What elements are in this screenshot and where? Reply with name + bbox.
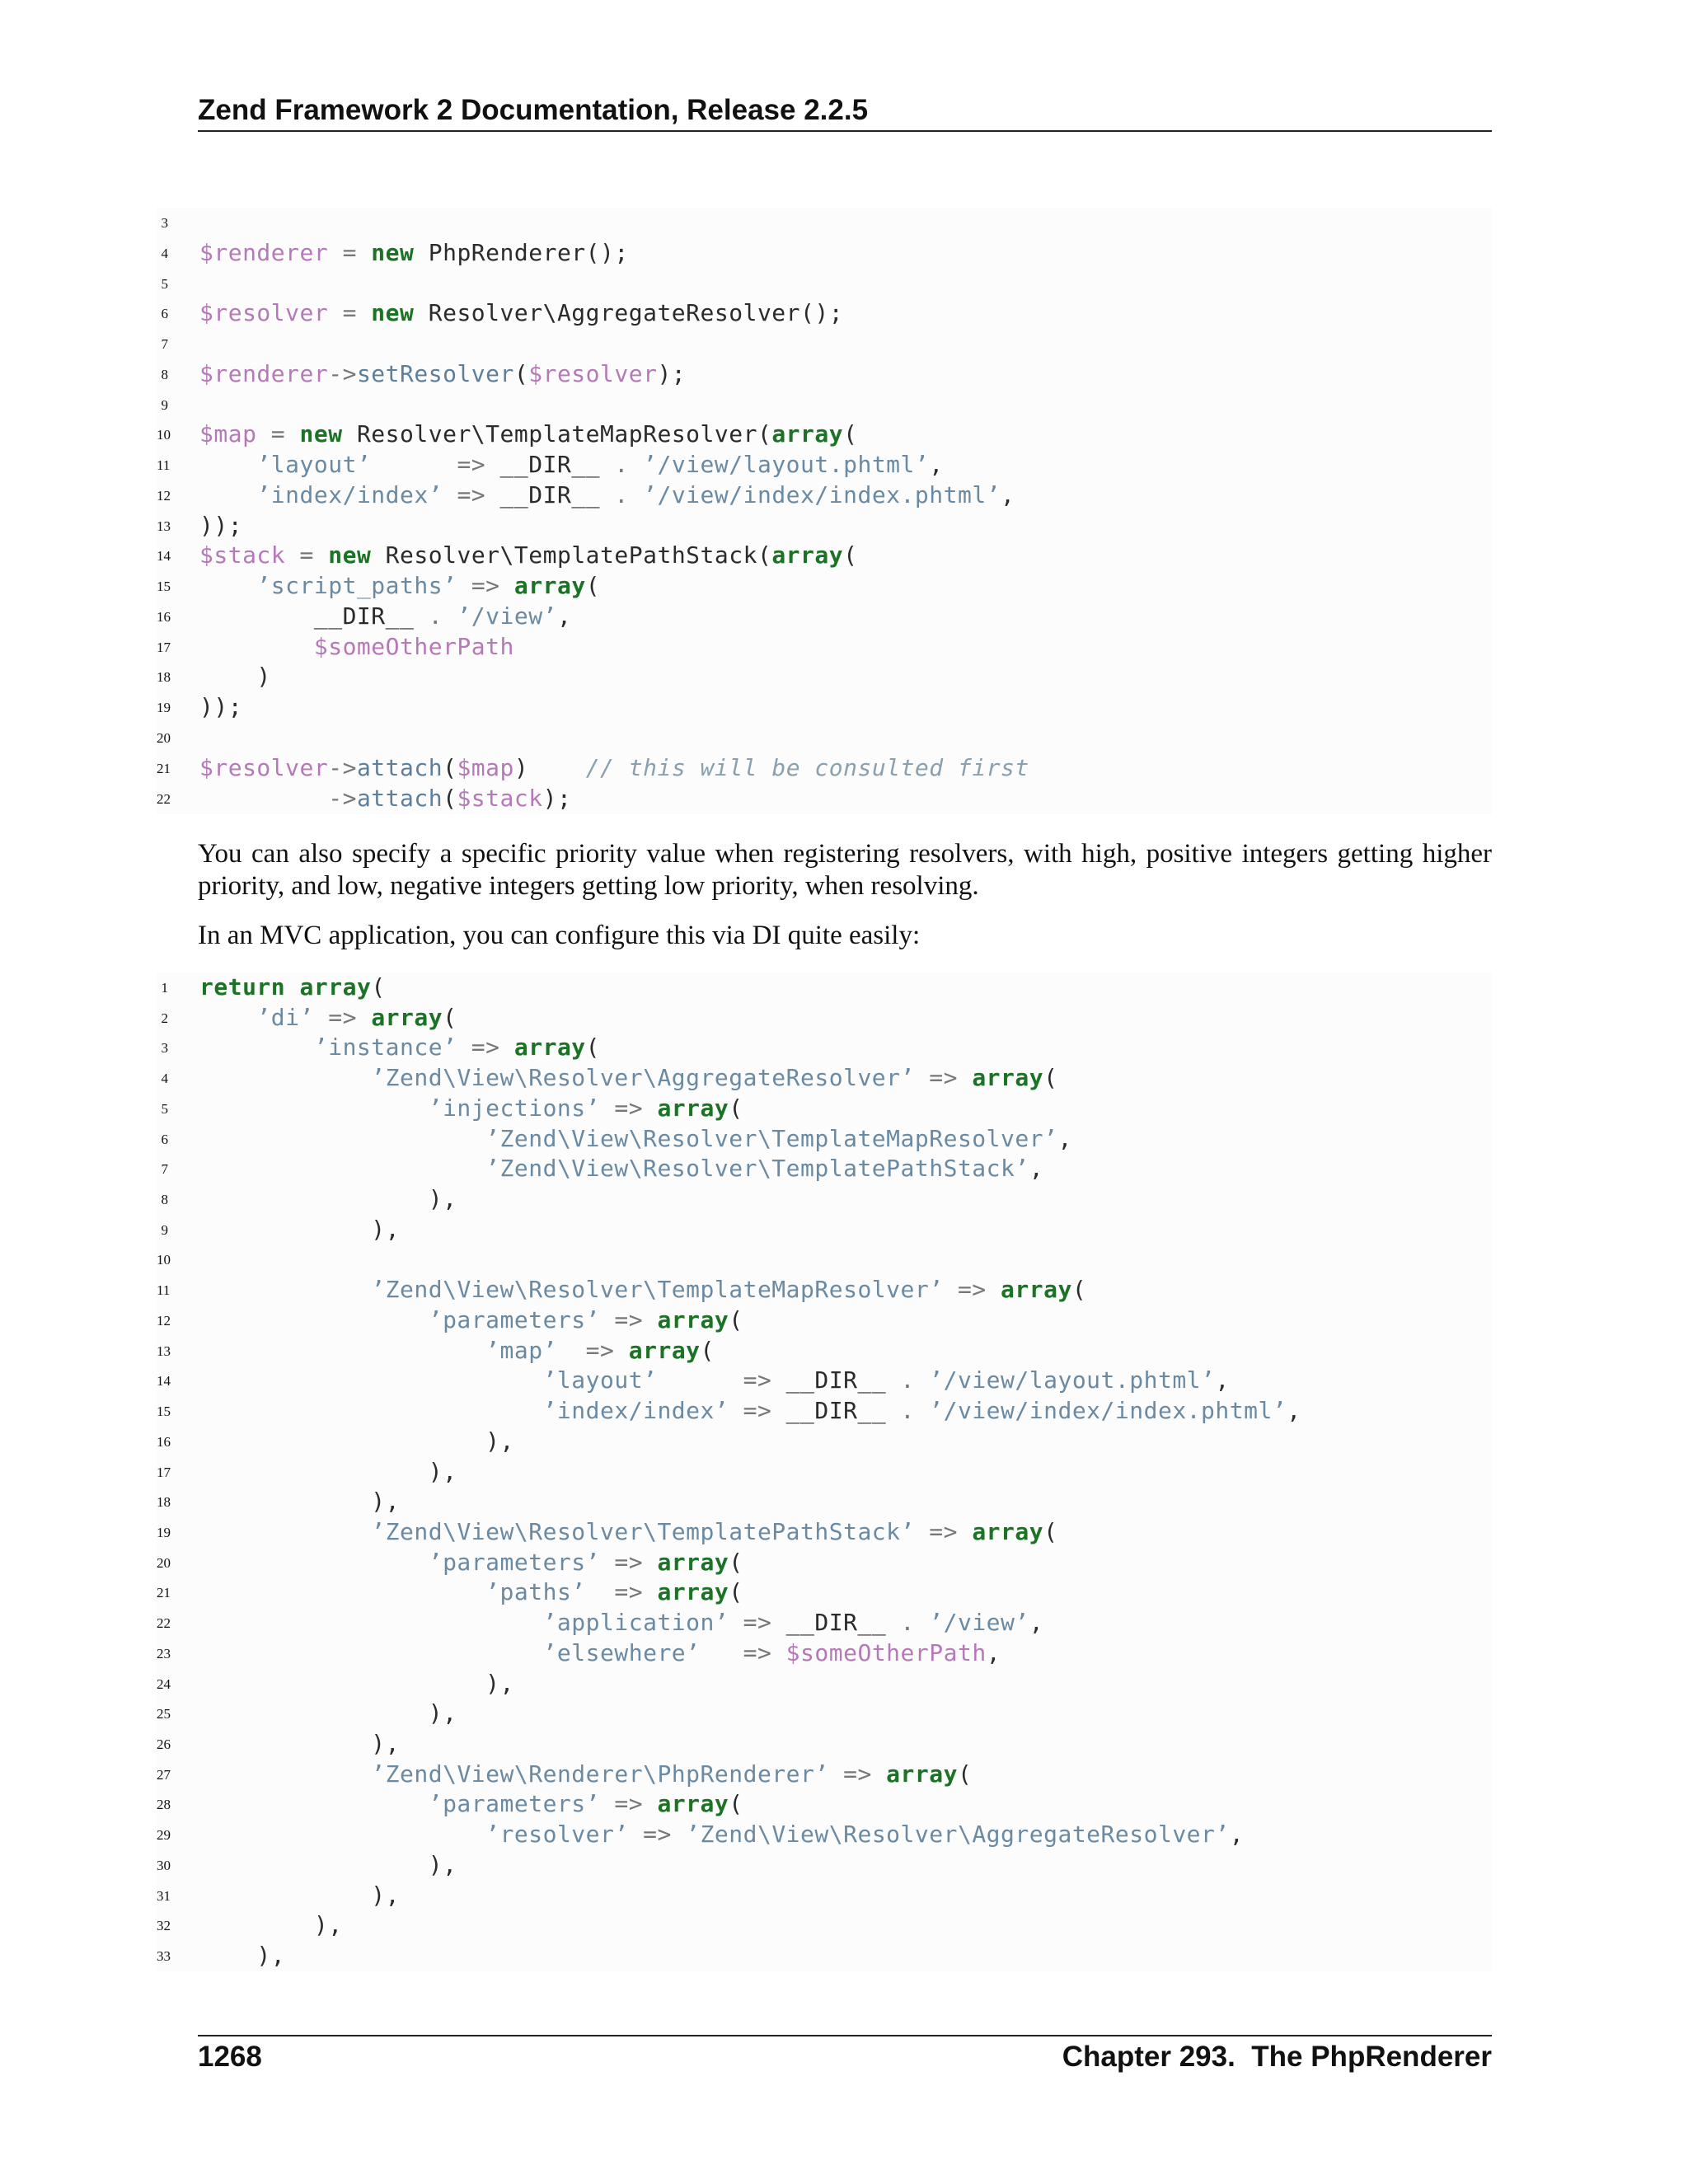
line-number: 17 [157, 1464, 171, 1480]
code-line [157, 1577, 1492, 1608]
code-line [157, 1699, 1492, 1729]
code-line [157, 1608, 1492, 1638]
code-text: )); [199, 511, 243, 539]
line-number: 16 [157, 608, 171, 625]
code-text: ), [199, 1942, 286, 1969]
code-line [157, 208, 1492, 238]
code-line [157, 1457, 1492, 1488]
code-line [157, 238, 1492, 269]
code-line [157, 419, 1492, 450]
line-number: 6 [161, 306, 168, 322]
line-number: 17 [157, 639, 171, 655]
code-text: ), [199, 1427, 514, 1455]
line-number: 25 [157, 1706, 171, 1722]
line-number: 4 [161, 1071, 168, 1087]
code-text: $resolver = new Resolver\AggregateResolver(); [199, 299, 844, 327]
code-line [157, 1094, 1492, 1124]
code-text: ), [199, 1185, 457, 1213]
line-number: 7 [161, 1161, 168, 1178]
code-text: ’layout’ => __DIR__ . ’/view/layout.phtml’, [256, 451, 944, 479]
code-line [157, 269, 1492, 299]
line-number: 29 [157, 1827, 171, 1844]
line-number: 31 [157, 1887, 171, 1904]
code-line [157, 1548, 1492, 1578]
line-number: 13 [157, 1343, 171, 1359]
line-number: 13 [157, 518, 171, 534]
code-text: ’paths’ => array( [485, 1578, 743, 1606]
code-line [157, 1941, 1492, 1971]
page-header-title: Zend Framework 2 Documentation, Release 2.2.5 [198, 94, 869, 126]
code-text: ), [199, 1669, 514, 1697]
line-number: 1 [161, 980, 168, 996]
line-number: 32 [157, 1918, 171, 1934]
code-text: return array( [199, 973, 386, 1001]
line-number: 11 [157, 1282, 171, 1299]
line-number: 14 [157, 548, 171, 565]
code-text: ’injections’ => array( [428, 1094, 743, 1122]
line-number: 16 [157, 1433, 171, 1450]
code-line [157, 1729, 1492, 1760]
code-line [157, 1063, 1492, 1094]
code-line [157, 1669, 1492, 1699]
code-text: ’elsewhere’ => $someOtherPath, [542, 1638, 1001, 1666]
line-number: 19 [157, 1524, 171, 1540]
code-line [157, 1033, 1492, 1063]
code-line [157, 1396, 1492, 1427]
code-line [157, 784, 1492, 814]
code-text: $stack = new Resolver\TemplatePathStack(array( [199, 541, 858, 569]
line-number: 12 [157, 487, 171, 504]
code-line [157, 662, 1492, 692]
code-line [157, 1003, 1492, 1033]
line-number: 28 [157, 1797, 171, 1813]
line-number: 5 [161, 275, 168, 292]
code-text: ), [199, 1881, 401, 1909]
code-text: )); [199, 693, 243, 721]
code-text: ->attach($stack); [328, 784, 572, 812]
line-number: 9 [161, 396, 168, 413]
code-line [157, 329, 1492, 359]
line-number: 9 [161, 1221, 168, 1238]
line-number: 8 [161, 366, 168, 382]
code-text: ’script_paths’ => array( [256, 572, 601, 600]
code-text: ’parameters’ => array( [428, 1548, 743, 1576]
code-line [157, 480, 1492, 511]
code-line [157, 972, 1492, 1003]
code-text: $renderer = new PhpRenderer(); [199, 238, 629, 266]
code-text: $renderer->setResolver($resolver); [199, 359, 687, 387]
code-block-di-config [157, 972, 1492, 1971]
line-number: 10 [157, 1252, 171, 1268]
code-text: ), [199, 1215, 401, 1243]
line-number: 23 [157, 1645, 171, 1661]
line-number: 24 [157, 1675, 171, 1692]
code-text: ’Zend\View\Resolver\TemplatePathStack’ => array( [371, 1517, 1058, 1545]
code-text: ’di’ => array( [256, 1003, 457, 1031]
code-text: ’layout’ => __DIR__ . ’/view/layout.phtml’, [542, 1366, 1230, 1394]
line-number: 26 [157, 1736, 171, 1752]
line-number: 14 [157, 1373, 171, 1390]
code-text: ’Zend\View\Resolver\TemplatePathStack’, [485, 1155, 1044, 1183]
line-number: 15 [157, 579, 171, 595]
line-number: 21 [157, 1585, 171, 1601]
line-number: 33 [157, 1948, 171, 1964]
code-text: ’Zend\View\Resolver\AggregateResolver’ => array( [371, 1064, 1058, 1092]
code-line [157, 1910, 1492, 1941]
code-text: ), [199, 1911, 343, 1939]
line-number: 15 [157, 1404, 171, 1420]
line-number: 6 [161, 1131, 168, 1147]
line-number: 4 [161, 245, 168, 261]
code-line [157, 1820, 1492, 1850]
code-text: ), [199, 1699, 457, 1727]
code-line [157, 571, 1492, 602]
line-number: 18 [157, 1494, 171, 1511]
chapter-title: Chapter 293. The PhpRenderer [1062, 2041, 1492, 2073]
code-line [157, 1427, 1492, 1457]
code-text: ’parameters’ => array( [428, 1305, 743, 1333]
line-number: 3 [161, 1040, 168, 1057]
paragraph-mvc-intro: In an MVC application, you can configure this via DI quite easily: [198, 921, 921, 950]
header-rule [198, 130, 1492, 132]
code-text: ), [199, 1488, 401, 1516]
code-line [157, 1366, 1492, 1396]
code-line [157, 1850, 1492, 1881]
line-number: 30 [157, 1857, 171, 1873]
line-number: 18 [157, 669, 171, 686]
code-block-resolver-setup [157, 208, 1492, 814]
code-text: ’index/index’ => __DIR__ . ’/view/index/index.phtml’, [256, 480, 1015, 509]
code-line [157, 1638, 1492, 1669]
code-line [157, 1881, 1492, 1911]
code-text: __DIR__ . ’/view’, [199, 602, 572, 630]
code-text: ), [199, 1850, 457, 1878]
line-number: 20 [157, 730, 171, 747]
code-line [157, 1244, 1492, 1275]
line-number: 21 [157, 760, 171, 776]
code-line [157, 1305, 1492, 1336]
code-text: ’map’ => array( [485, 1336, 715, 1364]
code-text: ’Zend\View\Resolver\TemplateMapResolver’, [485, 1124, 1072, 1152]
code-text: $resolver->attach($map) // this will be consulted first [199, 753, 1029, 781]
line-number: 2 [161, 1010, 168, 1026]
code-line [157, 1336, 1492, 1366]
paragraph-priority: You can also specify a specific priority value when registering resolvers, with high, positive integers getting higher priority, and low, negative integers getting low priority, when resolving. [198, 839, 1492, 901]
code-text: ’resolver’ => ’Zend\View\Resolver\AggregateResolver’, [485, 1821, 1245, 1849]
code-line [157, 1275, 1492, 1305]
code-text: ), [199, 1457, 457, 1485]
code-text: ’Zend\View\Renderer\PhpRenderer’ => array( [371, 1760, 973, 1788]
code-line [157, 1215, 1492, 1245]
page-number: 1268 [198, 2041, 262, 2073]
code-text: $someOtherPath [313, 632, 514, 660]
code-line [157, 602, 1492, 632]
code-line [157, 632, 1492, 663]
code-line [157, 298, 1492, 329]
code-text: ’application’ => __DIR__ . ’/view’, [542, 1609, 1044, 1637]
code-line [157, 511, 1492, 541]
code-line [157, 1124, 1492, 1155]
code-text: ’Zend\View\Resolver\TemplateMapResolver’ => array( [371, 1276, 1087, 1304]
code-line [157, 541, 1492, 571]
footer-rule [198, 2035, 1492, 2036]
code-line [157, 692, 1492, 723]
code-line [157, 753, 1492, 784]
code-text: ’index/index’ => __DIR__ . ’/view/index/index.phtml’, [542, 1397, 1301, 1425]
code-line [157, 1760, 1492, 1790]
line-number: 7 [161, 336, 168, 353]
line-number: 5 [161, 1100, 168, 1117]
line-number: 10 [157, 427, 171, 443]
code-line [157, 1487, 1492, 1517]
line-number: 3 [161, 215, 168, 231]
code-line [157, 359, 1492, 390]
code-text: ’parameters’ => array( [428, 1790, 743, 1818]
code-line [157, 1154, 1492, 1184]
line-number: 12 [157, 1312, 171, 1329]
code-text: ) [199, 663, 271, 691]
code-line [157, 1789, 1492, 1820]
line-number: 22 [157, 790, 171, 807]
code-line [157, 450, 1492, 480]
code-line [157, 1184, 1492, 1215]
code-line [157, 390, 1492, 420]
line-number: 22 [157, 1615, 171, 1632]
line-number: 20 [157, 1554, 171, 1571]
code-text: ), [199, 1729, 401, 1757]
line-number: 11 [157, 457, 171, 474]
code-line [157, 1517, 1492, 1548]
code-text: $map = new Resolver\TemplateMapResolver(array( [199, 420, 858, 448]
code-line [157, 723, 1492, 753]
line-number: 8 [161, 1192, 168, 1208]
code-text: ’instance’ => array( [313, 1033, 601, 1062]
line-number: 19 [157, 700, 171, 716]
line-number: 27 [157, 1766, 171, 1783]
